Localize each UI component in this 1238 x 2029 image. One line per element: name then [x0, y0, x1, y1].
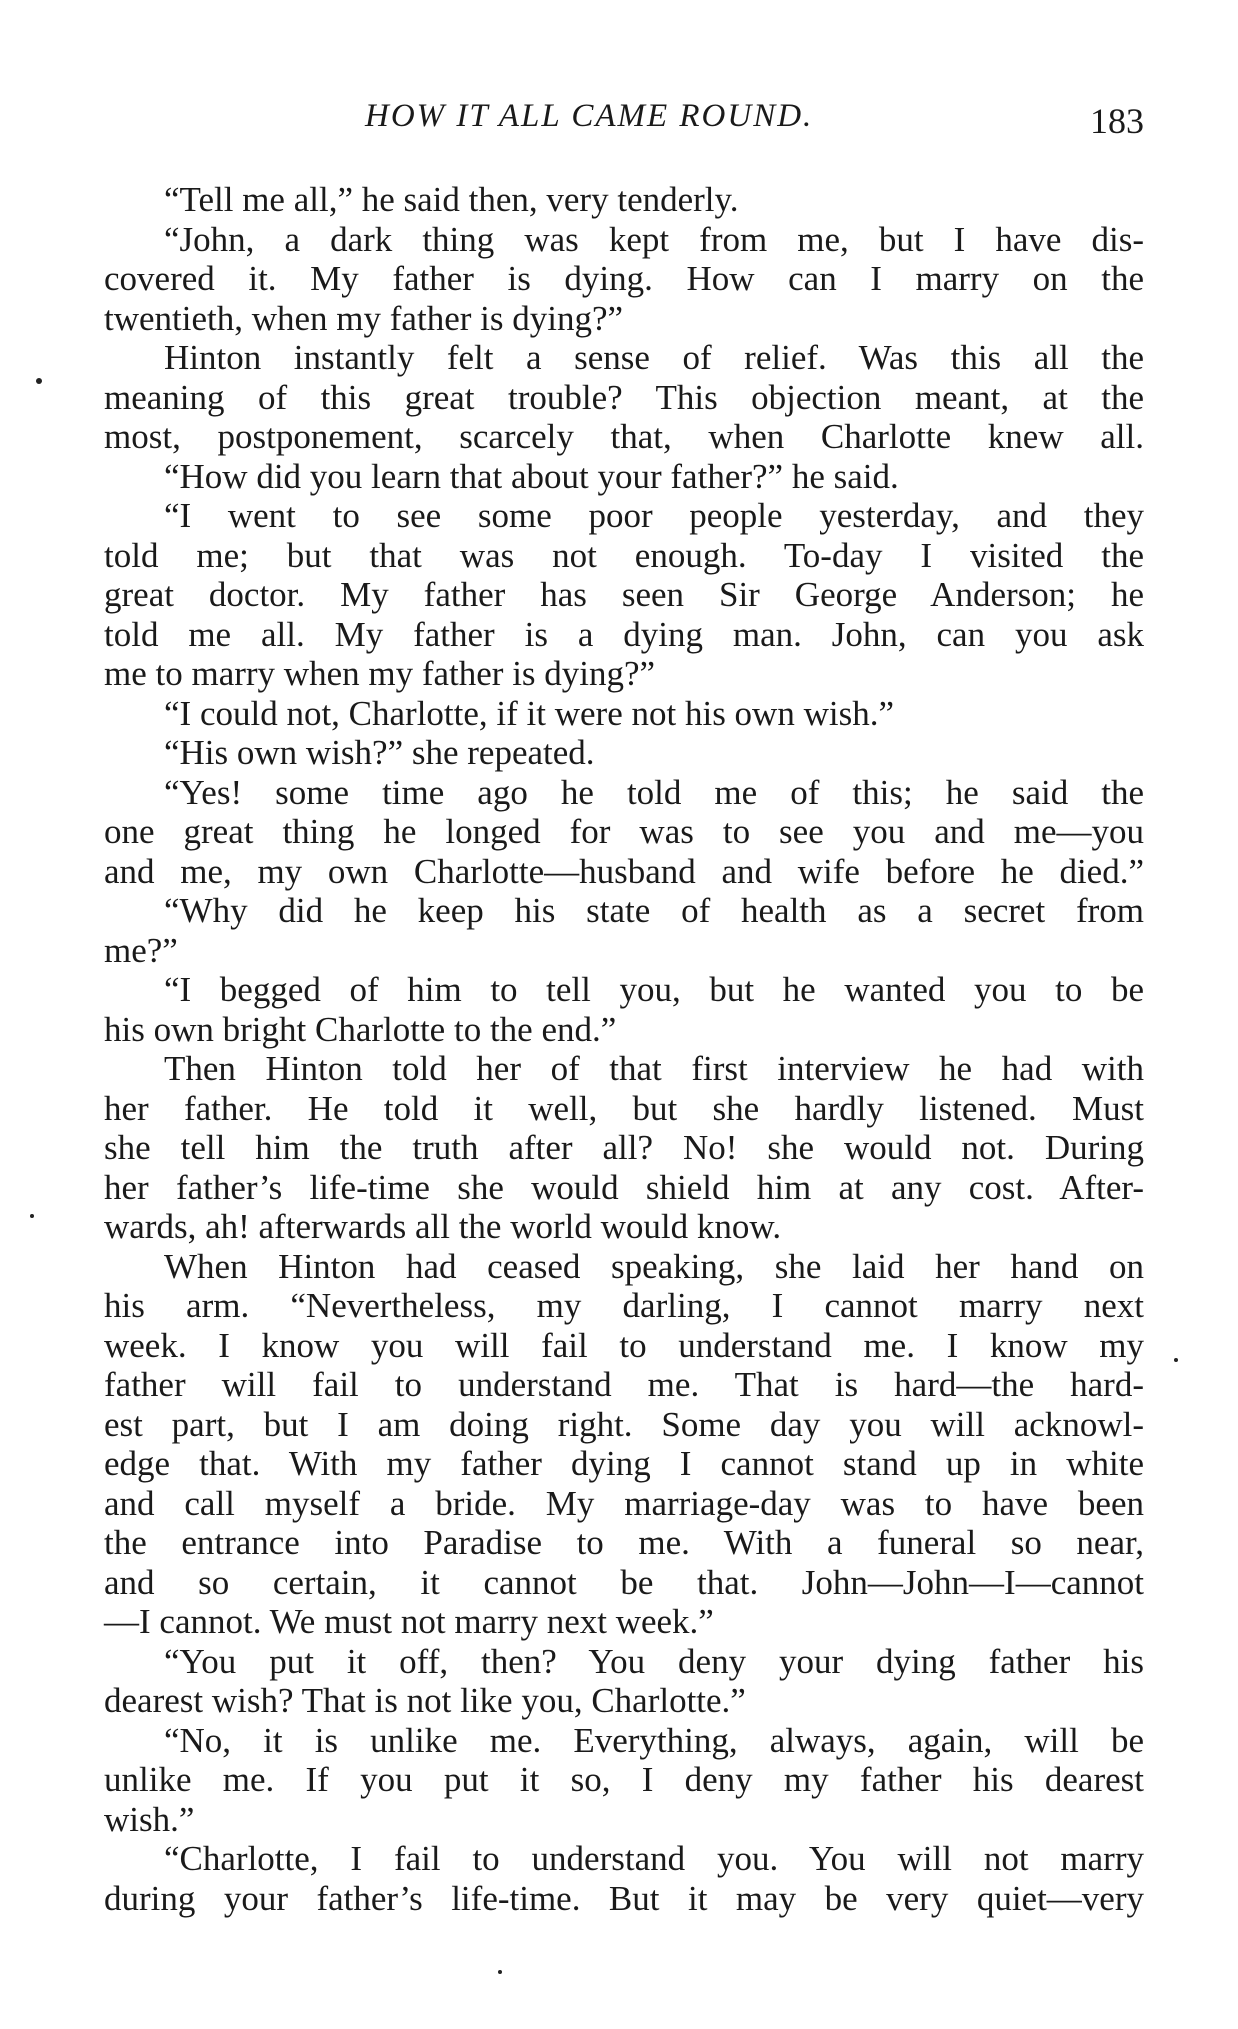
text-line: one great thing he longed for was to see you and me—you — [104, 812, 1144, 851]
text-line: unlike me. If you put it so, I deny my father his dearest — [104, 1760, 1144, 1799]
text-line: week. I know you will fail to understand me. I know my — [104, 1325, 1144, 1365]
text-line: edge that. With my father dying I cannot stand up in white — [104, 1444, 1144, 1483]
text-line: his own bright Charlotte to the end.” — [104, 1009, 617, 1049]
text-line: told me all. My father is a dying man. John, can you ask — [104, 614, 1144, 654]
text-line: “I begged of him to tell you, but he wanted you to be — [164, 970, 1144, 1009]
running-head — [0, 98, 1238, 148]
text-line: “John, a dark thing was kept from me, but I have dis- — [164, 219, 1144, 259]
text-line: and me, my own Charlotte—husband and wife before he died.” — [104, 851, 1144, 891]
text-line: Hinton instantly felt a sense of relief. Was this all the — [164, 338, 1144, 377]
text-line: When Hinton had ceased speaking, she laid her hand on — [164, 1246, 1144, 1286]
text-line: her father’s life-time she would shield him at any cost. After- — [104, 1167, 1144, 1207]
text-line: meaning of this great trouble? This objection meant, at the — [104, 377, 1144, 417]
running-title: HOW IT ALL CAME ROUND. — [365, 98, 814, 134]
text-line: and call myself a bride. My marriage-day was to have been — [104, 1483, 1144, 1523]
text-line: dearest wish? That is not like you, Charlotte.” — [104, 1681, 746, 1720]
text-line: she tell him the truth after all? No! she would not. During — [104, 1128, 1144, 1167]
text-line: “His own wish?” she repeated. — [164, 733, 595, 772]
text-line: great doctor. My father has seen Sir George Anderson; he — [104, 575, 1144, 614]
text-line: me to marry when my father is dying?” — [104, 654, 656, 693]
text-line: “Yes! some time ago he told me of this; he said the — [164, 772, 1144, 812]
text-line: most, postponement, scarcely that, when Charlotte knew all. — [104, 417, 1144, 456]
text-line: “I went to see some poor people yesterday, and they — [164, 496, 1144, 535]
print-speck — [1174, 1358, 1178, 1362]
print-speck — [36, 378, 42, 384]
page-number: 183 — [1090, 101, 1144, 141]
text-line: me?” — [104, 930, 178, 970]
text-line: the entrance into Paradise to me. With a funeral so near, — [104, 1523, 1144, 1562]
text-line: and so certain, it cannot be that. John—John—I—cannot — [104, 1562, 1144, 1602]
text-line: his arm. “Nevertheless, my darling, I cannot marry next — [104, 1286, 1144, 1325]
text-line: father will fail to understand me. That is hard—the hard- — [104, 1365, 1144, 1404]
text-line: “Tell me all,” he said then, very tenderly. — [164, 180, 739, 219]
print-speck — [498, 1970, 502, 1974]
text-line: told me; but that was not enough. To-day I visited the — [104, 535, 1144, 575]
text-line: est part, but I am doing right. Some day you will acknowl- — [104, 1404, 1144, 1444]
body-text — [104, 180, 1144, 1918]
text-line: “Charlotte, I fail to understand you. You will not marry — [164, 1839, 1144, 1878]
text-line: during your father’s life-time. But it may be very quiet—very — [104, 1878, 1144, 1918]
text-line: “You put it off, then? You deny your dying father his — [164, 1641, 1144, 1681]
print-speck — [30, 1214, 34, 1218]
text-line: —I cannot. We must not marry next week.” — [104, 1602, 714, 1641]
text-line: “How did you learn that about your father?” he said. — [164, 456, 899, 496]
text-line: “I could not, Charlotte, if it were not his own wish.” — [164, 693, 894, 733]
text-line: covered it. My father is dying. How can I marry on the — [104, 259, 1144, 298]
text-line: “No, it is unlike me. Everything, always, again, will be — [164, 1720, 1144, 1760]
text-line: twentieth, when my father is dying?” — [104, 298, 624, 338]
text-line: wards, ah! afterwards all the world would know. — [104, 1207, 782, 1246]
text-line: Then Hinton told her of that first interview he had with — [164, 1049, 1144, 1088]
text-line: “Why did he keep his state of health as a secret from — [164, 891, 1144, 930]
text-line: her father. He told it well, but she hardly listened. Must — [104, 1088, 1144, 1128]
text-line: wish.” — [104, 1799, 195, 1839]
